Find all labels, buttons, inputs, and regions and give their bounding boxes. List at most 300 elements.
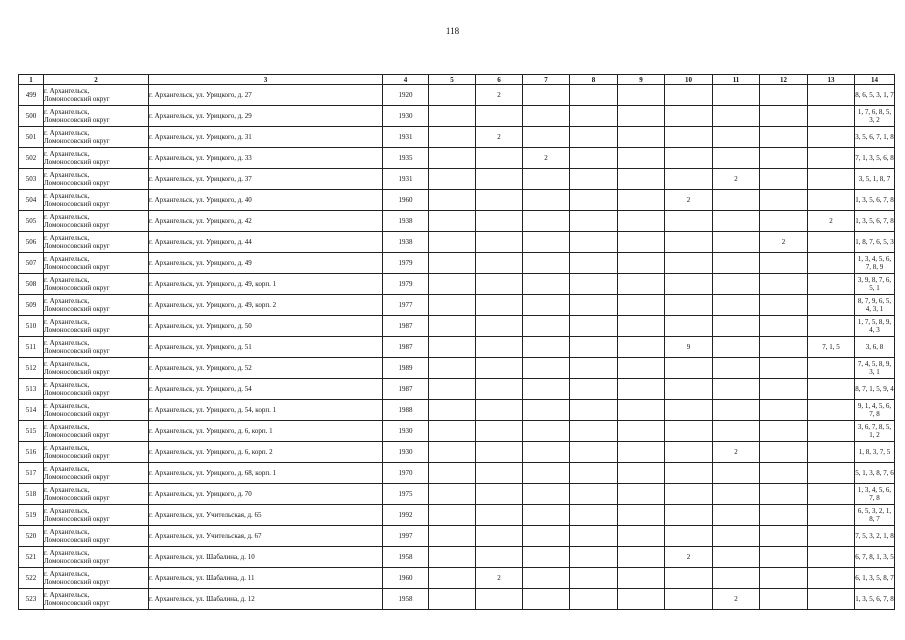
mark-cell [760,211,808,232]
mark-cell [665,526,713,547]
mark-cell [523,211,570,232]
codes-cell: 1, 8, 7, 6, 5, 3 [855,232,895,253]
mark-cell [760,505,808,526]
district-line: Ломоносовский округ [44,515,110,523]
mark-cell [808,400,855,421]
table-row [19,421,895,442]
column-header: 1 [19,75,44,85]
codes-cell: 7, 1, 3, 5, 6, 8 [855,148,895,169]
mark-cell [570,400,618,421]
district-line: г. Архангельск, [44,465,90,473]
mark-cell [760,589,808,610]
year-cell: 1931 [383,169,429,190]
mark-cell [713,568,760,589]
address-cell: г. Архангельск, ул. Урицкого, д. 29 [149,106,383,127]
year-cell: 1931 [383,127,429,148]
column-header: 5 [429,75,476,85]
codes-cell: 1, 7, 6, 8, 5, 3, 2 [855,106,895,127]
mark-cell [429,463,476,484]
mark-cell [760,379,808,400]
mark-cell [476,169,523,190]
year-cell: 1935 [383,148,429,169]
mark-cell [808,274,855,295]
mark-cell [523,463,570,484]
mark-cell [523,274,570,295]
district-cell [44,232,149,253]
row-number-cell: 510 [19,316,44,337]
table-row [19,358,895,379]
district-line: г. Архангельск, [44,234,90,242]
mark-cell [618,547,665,568]
column-header: 6 [476,75,523,85]
district-cell [44,463,149,484]
mark-cell [760,337,808,358]
district-line: Ломоносовский округ [44,158,110,166]
mark-cell [570,127,618,148]
codes-cell: 6, 5, 3, 2, 1, 8, 7 [855,505,895,526]
district-cell [44,505,149,526]
district-cell [44,484,149,505]
district-line: Ломоносовский округ [44,284,110,292]
mark-cell [713,400,760,421]
mark-cell [665,484,713,505]
mark-cell [760,127,808,148]
mark-cell [618,526,665,547]
column-header: 3 [149,75,383,85]
mark-cell [429,127,476,148]
column-header: 7 [523,75,570,85]
district-line: Ломоносовский округ [44,347,110,355]
mark-cell [476,148,523,169]
district-line: г. Архангельск, [44,192,90,200]
table-body [19,85,895,610]
mark-cell [808,148,855,169]
mark-cell: 2 [665,547,713,568]
codes-cell: 3, 9, 8, 7, 6, 5, 1 [855,274,895,295]
mark-cell [665,274,713,295]
mark-cell [476,400,523,421]
mark-cell [808,106,855,127]
district-cell [44,337,149,358]
mark-cell [760,106,808,127]
mark-cell [713,127,760,148]
column-header: 2 [44,75,149,85]
mark-cell: 2 [476,85,523,106]
column-header: 9 [618,75,665,85]
address-cell: г. Архангельск, ул. Урицкого, д. 37 [149,169,383,190]
mark-cell [523,421,570,442]
mark-cell [665,463,713,484]
mark-cell [760,148,808,169]
row-number-cell: 517 [19,463,44,484]
mark-cell [429,358,476,379]
mark-cell [570,484,618,505]
mark-cell [713,148,760,169]
row-number-cell: 520 [19,526,44,547]
row-number-cell: 513 [19,379,44,400]
row-number-cell: 503 [19,169,44,190]
row-number-cell: 500 [19,106,44,127]
mark-cell [713,421,760,442]
year-cell: 1979 [383,274,429,295]
row-number-cell: 522 [19,568,44,589]
address-cell: г. Архангельск, ул. Урицкого, д. 49 [149,253,383,274]
mark-cell [476,316,523,337]
district-line: Ломоносовский округ [44,431,110,439]
mark-cell [808,484,855,505]
mark-cell [665,421,713,442]
codes-cell: 5, 1, 3, 8, 7, 6 [855,463,895,484]
mark-cell [476,253,523,274]
district-line: Ломоносовский округ [44,116,110,124]
mark-cell [429,568,476,589]
district-line: Ломоносовский округ [44,389,110,397]
table-row [19,526,895,547]
district-cell [44,127,149,148]
district-line: г. Архангельск, [44,549,90,557]
mark-cell [713,484,760,505]
district-line: Ломоносовский округ [44,179,110,187]
mark-cell [713,379,760,400]
district-line: Ломоносовский округ [44,536,110,544]
mark-cell [618,505,665,526]
district-line: г. Архангельск, [44,381,90,389]
year-cell: 1987 [383,316,429,337]
district-line: Ломоносовский округ [44,95,110,103]
mark-cell [570,232,618,253]
mark-cell [476,484,523,505]
mark-cell [429,547,476,568]
district-line: г. Архангельск, [44,360,90,368]
mark-cell [665,505,713,526]
codes-cell: 8, 7, 9, 6, 5, 4, 3, 1 [855,295,895,316]
district-cell [44,547,149,568]
district-line: г. Архангельск, [44,150,90,158]
mark-cell [808,85,855,106]
mark-cell [523,295,570,316]
table-row [19,106,895,127]
mark-cell [618,400,665,421]
column-header: 13 [808,75,855,85]
mark-cell: 9 [665,337,713,358]
district-line: Ломоносовский округ [44,452,110,460]
codes-cell: 8, 6, 5, 3, 1, 7 [855,85,895,106]
table-row [19,190,895,211]
table-row [19,169,895,190]
mark-cell [713,463,760,484]
mark-cell [713,337,760,358]
mark-cell [760,169,808,190]
table-row [19,253,895,274]
row-number-cell: 502 [19,148,44,169]
mark-cell [523,337,570,358]
mark-cell: 2 [808,211,855,232]
mark-cell [618,106,665,127]
year-cell: 1989 [383,358,429,379]
district-cell [44,400,149,421]
table-row [19,274,895,295]
mark-cell [429,190,476,211]
mark-cell [523,568,570,589]
mark-cell [665,106,713,127]
district-cell [44,148,149,169]
codes-cell: 3, 6, 7, 8, 5, 1, 2 [855,421,895,442]
district-line: Ломоносовский округ [44,200,110,208]
mark-cell [570,442,618,463]
mark-cell [570,211,618,232]
mark-cell [476,274,523,295]
mark-cell [665,127,713,148]
mark-cell [808,127,855,148]
mark-cell [760,484,808,505]
address-cell: г. Архангельск, ул. Урицкого, д. 54, корп. 1 [149,400,383,421]
year-cell: 1975 [383,484,429,505]
codes-cell: 1, 3, 5, 6, 7, 8 [855,190,895,211]
table-header [19,75,895,85]
row-number-cell: 516 [19,442,44,463]
district-line: Ломоносовский округ [44,368,110,376]
row-number-cell: 499 [19,85,44,106]
mark-cell [523,526,570,547]
mark-cell [618,337,665,358]
codes-cell: 3, 5, 1, 8, 7 [855,169,895,190]
row-number-cell: 504 [19,190,44,211]
district-line: Ломоносовский округ [44,578,110,586]
year-cell: 1920 [383,85,429,106]
mark-cell [618,148,665,169]
codes-cell: 1, 3, 5, 6, 7, 8 [855,589,895,610]
mark-cell [523,400,570,421]
mark-cell [808,442,855,463]
mark-cell [665,568,713,589]
mark-cell [713,358,760,379]
codes-cell: 1, 7, 5, 8, 9, 4, 3 [855,316,895,337]
mark-cell [713,106,760,127]
row-number-cell: 523 [19,589,44,610]
year-cell: 1988 [383,400,429,421]
table-row [19,295,895,316]
district-line: г. Архангельск, [44,108,90,116]
codes-cell: 3, 5, 6, 7, 1, 8 [855,127,895,148]
district-line: г. Архангельск, [44,423,90,431]
district-line: Ломоносовский округ [44,599,110,607]
mark-cell [618,253,665,274]
mark-cell [523,106,570,127]
mark-cell: 2 [760,232,808,253]
mark-cell [618,463,665,484]
mark-cell [523,169,570,190]
year-cell: 1958 [383,589,429,610]
table-row [19,505,895,526]
mark-cell [570,253,618,274]
column-header: 4 [383,75,429,85]
mark-cell [618,169,665,190]
mark-cell [570,358,618,379]
table-row [19,379,895,400]
mark-cell [523,232,570,253]
column-header: 14 [855,75,895,85]
mark-cell [618,421,665,442]
codes-cell: 1, 8, 3, 7, 5 [855,442,895,463]
address-cell: г. Архангельск, ул. Урицкого, д. 49, корп. 2 [149,295,383,316]
mark-cell [570,526,618,547]
row-number-cell: 518 [19,484,44,505]
column-number-row [19,75,895,85]
mark-cell [429,253,476,274]
row-number-cell: 507 [19,253,44,274]
mark-cell [760,400,808,421]
year-cell: 1987 [383,337,429,358]
mark-cell [808,232,855,253]
district-cell [44,526,149,547]
district-line: г. Архангельск, [44,591,90,599]
mark-cell [760,568,808,589]
mark-cell [665,253,713,274]
mark-cell [476,442,523,463]
mark-cell [808,589,855,610]
district-line: г. Архангельск, [44,339,90,347]
mark-cell [618,442,665,463]
address-cell: г. Архангельск, ул. Урицкого, д. 42 [149,211,383,232]
mark-cell [476,379,523,400]
table-row [19,568,895,589]
mark-cell [429,421,476,442]
year-cell: 1958 [383,547,429,568]
mark-cell [808,316,855,337]
mark-cell [476,505,523,526]
district-cell [44,106,149,127]
mark-cell [429,484,476,505]
address-cell: г. Архангельск, ул. Шабалина, д. 10 [149,547,383,568]
codes-cell: 8, 7, 1, 5, 9, 4 [855,379,895,400]
mark-cell [523,484,570,505]
mark-cell [570,106,618,127]
column-header: 11 [713,75,760,85]
district-line: г. Архангельск, [44,528,90,536]
mark-cell [570,316,618,337]
address-cell: г. Архангельск, ул. Урицкого, д. 40 [149,190,383,211]
mark-cell [523,190,570,211]
mark-cell [808,463,855,484]
district-line: Ломоносовский округ [44,221,110,229]
district-cell [44,316,149,337]
year-cell: 1977 [383,295,429,316]
mark-cell [570,589,618,610]
mark-cell [760,190,808,211]
column-header: 12 [760,75,808,85]
row-number-cell: 509 [19,295,44,316]
year-cell: 1970 [383,463,429,484]
district-line: Ломоносовский округ [44,473,110,481]
mark-cell [523,505,570,526]
table-row [19,316,895,337]
district-cell [44,358,149,379]
district-line: г. Архангельск, [44,213,90,221]
mark-cell: 2 [476,568,523,589]
district-line: Ломоносовский округ [44,305,110,313]
district-cell [44,85,149,106]
mark-cell [808,547,855,568]
row-number-cell: 501 [19,127,44,148]
district-cell [44,295,149,316]
year-cell: 1930 [383,106,429,127]
district-line: Ломоносовский округ [44,410,110,418]
mark-cell [760,358,808,379]
mark-cell [476,337,523,358]
year-cell: 1930 [383,442,429,463]
district-line: Ломоносовский округ [44,137,110,145]
district-line: г. Архангельск, [44,486,90,494]
mark-cell [429,505,476,526]
mark-cell [760,316,808,337]
address-cell: г. Архангельск, ул. Учительская, д. 65 [149,505,383,526]
address-cell: г. Архангельск, ул. Урицкого, д. 70 [149,484,383,505]
mark-cell [808,568,855,589]
codes-cell: 1, 3, 5, 6, 7, 8 [855,211,895,232]
mark-cell [618,85,665,106]
mark-cell [429,316,476,337]
mark-cell [808,295,855,316]
district-line: Ломоносовский округ [44,326,110,334]
table-row [19,148,895,169]
codes-cell: 9, 1, 4, 5, 6, 7, 8 [855,400,895,421]
mark-cell [618,232,665,253]
district-line: Ломоносовский округ [44,242,110,250]
address-cell: г. Архангельск, ул. Урицкого, д. 27 [149,85,383,106]
district-line: Ломоносовский округ [44,263,110,271]
mark-cell [618,316,665,337]
mark-cell [713,85,760,106]
column-header: 8 [570,75,618,85]
mark-cell [760,547,808,568]
mark-cell [476,106,523,127]
table-row [19,484,895,505]
mark-cell [476,421,523,442]
mark-cell [476,547,523,568]
mark-cell [570,421,618,442]
mark-cell [523,589,570,610]
mark-cell [713,547,760,568]
mark-cell [476,358,523,379]
mark-cell [665,316,713,337]
mark-cell [713,505,760,526]
mark-cell [618,211,665,232]
mark-cell [760,442,808,463]
district-line: г. Архангельск, [44,171,90,179]
mark-cell: 2 [665,190,713,211]
address-cell: г. Архангельск, ул. Учительская, д. 67 [149,526,383,547]
page-number: 118 [445,26,460,36]
mark-cell [618,589,665,610]
district-line: г. Архангельск, [44,255,90,263]
mark-cell [808,190,855,211]
mark-cell [523,442,570,463]
mark-cell: 2 [523,148,570,169]
mark-cell [570,169,618,190]
mark-cell [570,190,618,211]
mark-cell [476,190,523,211]
mark-cell: 2 [713,589,760,610]
mark-cell [429,106,476,127]
mark-cell: 7, 1, 5 [808,337,855,358]
codes-cell: 7, 5, 3, 2, 1, 8 [855,526,895,547]
mark-cell [570,463,618,484]
mark-cell [618,274,665,295]
mark-cell [618,484,665,505]
district-line: г. Архангельск, [44,570,90,578]
mark-cell [476,463,523,484]
address-cell: г. Архангельск, ул. Урицкого, д. 51 [149,337,383,358]
